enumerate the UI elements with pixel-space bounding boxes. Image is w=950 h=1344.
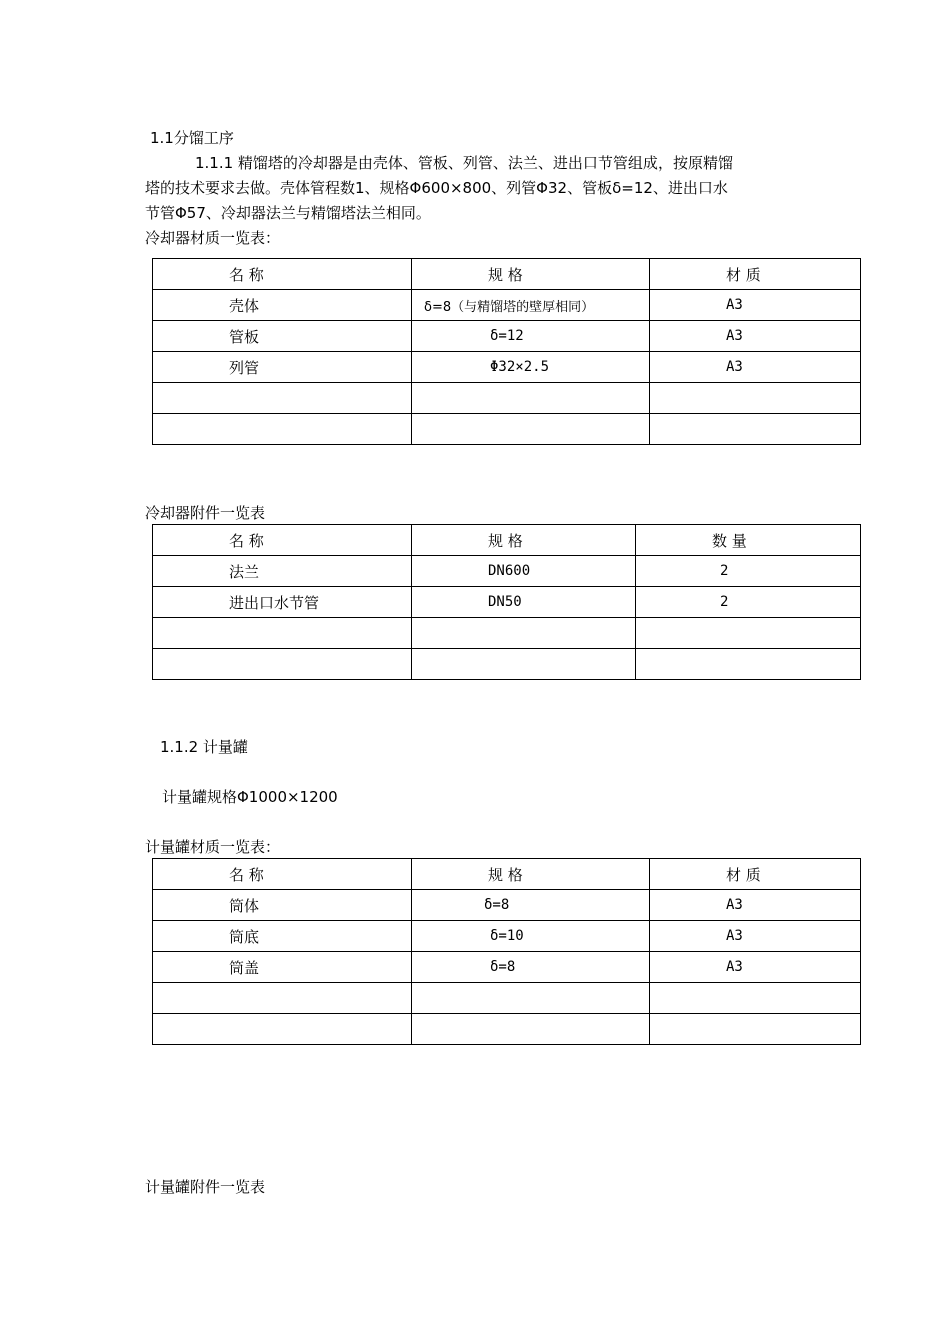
table-cell xyxy=(650,414,861,445)
table-cell xyxy=(650,1014,861,1045)
table-row xyxy=(153,352,861,383)
table-cell: δ=10 xyxy=(412,921,650,952)
table-cell: 筒底 xyxy=(153,921,412,952)
table-row xyxy=(153,890,861,921)
table-cell: A3 xyxy=(650,952,861,983)
table-caption: 冷却器附件一览表 xyxy=(145,504,266,522)
header-cell: 名 称 xyxy=(153,259,412,290)
tank-material-table xyxy=(152,858,861,1045)
table-caption: 冷却器材质一览表： xyxy=(145,229,281,247)
paragraph-line: 1.1.1 精馏塔的冷却器是由壳体、管板、列管、法兰、进出口节管组成，按原精馏 xyxy=(195,154,733,172)
table-cell: A3 xyxy=(650,352,861,383)
table-row xyxy=(153,414,861,445)
table-cell: 法兰 xyxy=(153,556,412,587)
cooler-accessory-table xyxy=(152,524,861,680)
table-cell xyxy=(412,983,650,1014)
table-cell xyxy=(412,618,636,649)
table-row xyxy=(153,321,861,352)
table-row xyxy=(153,383,861,414)
header-cell: 名 称 xyxy=(153,859,412,890)
table-cell: 2 xyxy=(636,556,861,587)
table-cell: δ=12 xyxy=(412,321,650,352)
header-cell: 规 格 xyxy=(412,859,650,890)
sub-heading: 1.1.2 计量罐 xyxy=(160,738,248,756)
table-cell xyxy=(153,618,412,649)
table-cell xyxy=(412,1014,650,1045)
table-cell xyxy=(153,1014,412,1045)
table-cell: δ=8（与精馏塔的壁厚相同） xyxy=(412,290,650,321)
header-cell: 规 格 xyxy=(412,259,650,290)
table-cell: 管板 xyxy=(153,321,412,352)
paragraph-line: 塔的技术要求去做。壳体管程数1、规格Φ600×800、列管Φ32、管板δ=12、进出口水 xyxy=(145,179,728,197)
table-cell: 列管 xyxy=(153,352,412,383)
table-row xyxy=(153,556,861,587)
table-cell: 筒盖 xyxy=(153,952,412,983)
table-row xyxy=(153,1014,861,1045)
table-row xyxy=(153,649,861,680)
table-cell xyxy=(412,649,636,680)
header-cell: 规 格 xyxy=(412,525,636,556)
header-cell: 材 质 xyxy=(650,859,861,890)
table-header-row xyxy=(153,859,861,890)
table-cell xyxy=(636,649,861,680)
table-cell xyxy=(636,618,861,649)
table-row xyxy=(153,587,861,618)
table-cell: δ=8 xyxy=(412,952,650,983)
table-cell xyxy=(153,983,412,1014)
paragraph xyxy=(145,153,733,223)
section-heading: 1.1分馏工序 xyxy=(150,129,234,147)
table-cell xyxy=(412,383,650,414)
header-cell: 材 质 xyxy=(650,259,861,290)
spec-line: 计量罐规格Φ1000×1200 xyxy=(162,788,338,806)
table-cell: 2 xyxy=(636,587,861,618)
table-cell xyxy=(650,983,861,1014)
table-row xyxy=(153,290,861,321)
table-caption: 计量罐附件一览表 xyxy=(145,1178,266,1196)
table-cell xyxy=(412,414,650,445)
table-cell: DN50 xyxy=(412,587,636,618)
table-cell: A3 xyxy=(650,290,861,321)
table-cell: 进出口水节管 xyxy=(153,587,412,618)
table-row xyxy=(153,921,861,952)
table-row xyxy=(153,952,861,983)
table-row xyxy=(153,618,861,649)
table-header-row xyxy=(153,259,861,290)
header-cell: 数 量 xyxy=(636,525,861,556)
table-cell: 筒体 xyxy=(153,890,412,921)
table-cell: A3 xyxy=(650,321,861,352)
header-cell: 名 称 xyxy=(153,525,412,556)
table-row xyxy=(153,983,861,1014)
table-cell: 壳体 xyxy=(153,290,412,321)
table-cell xyxy=(650,383,861,414)
table-cell xyxy=(153,414,412,445)
table-cell: A3 xyxy=(650,890,861,921)
table-cell: A3 xyxy=(650,921,861,952)
table-caption: 计量罐材质一览表： xyxy=(145,838,281,856)
table-header-row xyxy=(153,525,861,556)
cooler-material-table xyxy=(152,258,861,445)
table-cell: DN600 xyxy=(412,556,636,587)
paragraph-line: 节管Φ57、冷却器法兰与精馏塔法兰相同。 xyxy=(145,204,431,222)
table-cell xyxy=(153,649,412,680)
table-cell: Φ32×2.5 xyxy=(412,352,650,383)
table-cell: δ=8 xyxy=(412,890,650,921)
table-cell xyxy=(153,383,412,414)
